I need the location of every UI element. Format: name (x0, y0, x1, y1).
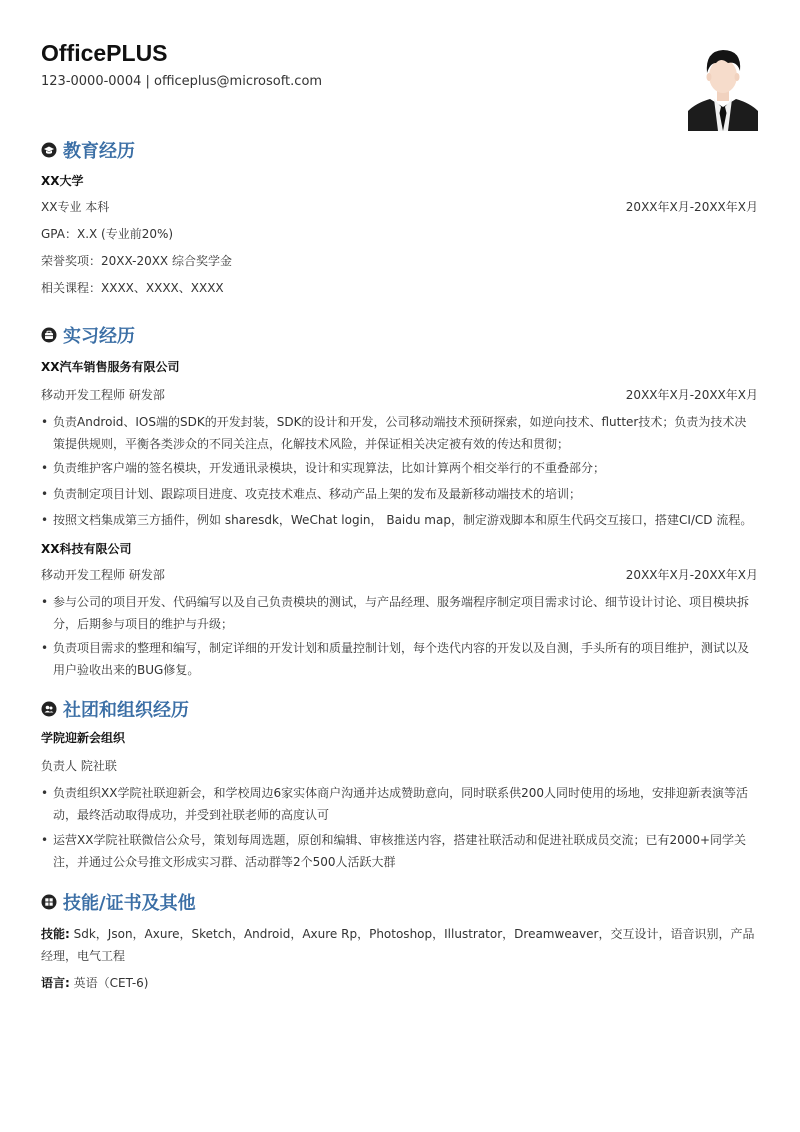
list-item (41, 457, 758, 479)
bullet-text: 负责Android、IOS端的SDK的开发封装，SDK的设计和开发，公司移动端技术预研探索，如逆向技术、flutter技术；负责为技术决策提供规则，平衡各类涉众的不同关注点，化解技术风险，并保证相关决定被有效的传达和贯彻； (53, 415, 747, 451)
resume-name: OfficePLUS (41, 40, 168, 66)
language-label: 语言: (41, 976, 70, 990)
list-item (41, 591, 758, 635)
list-item (41, 509, 758, 531)
list-item (41, 829, 758, 873)
club-role: 负责人 院社联 (41, 759, 117, 773)
bullet-text: 负责组织XX学院社联迎新会，和学校周边6家实体商户沟通并达成赞助意向，同时联系供200人同时使用的场地，安排迎新表演等活动，最终活动取得成功，并受到社联老师的高度认可 (53, 786, 748, 822)
education-period: 20XX年X月-20XX年X月 (625, 200, 758, 214)
language-content (41, 972, 758, 994)
list-item (41, 637, 758, 681)
bullet-text: 运营XX学院社联微信公众号，策划每周选题，原创和编辑、审核推送内容，搭建社联活动和促进社联成员交流；已有2000+同学关注，并通过公众号推文形成实习群、活动群等2个500人活跃大群 (53, 833, 747, 869)
avatar (688, 41, 758, 131)
honors: 荣誉奖项：20XX-20XX 综合奖学金 (41, 254, 232, 268)
company-name: XX汽车销售服务有限公司 (41, 360, 180, 374)
bullet-dot: • (41, 595, 49, 609)
bullet-text: 负责维护客户端的签名模块，开发通讯录模块，设计和实现算法，比如计算两个相交举行的不重叠部分； (53, 461, 606, 475)
major-degree: XX专业 本科 (41, 200, 110, 214)
skills-label: 技能: (41, 927, 70, 941)
skills-content (41, 923, 758, 967)
language-row (41, 972, 758, 994)
job-period: 20XX年X月-20XX年X月 (625, 568, 758, 582)
list-item (41, 411, 758, 455)
skills-row (41, 923, 758, 967)
section-title: 实习经历 (63, 326, 135, 347)
section-title: 教育经历 (63, 141, 135, 162)
section-internship-header (41, 322, 135, 348)
gpa: GPA：X.X (专业前20%) (41, 227, 174, 241)
bullet-text: 负责项目需求的整理和编写，制定详细的开发计划和质量控制计划，每个迭代内容的开发以及自测，手头所有的项目维护，测试以及用户验收出来的BUG修复。 (53, 641, 750, 677)
bullet-text: 参与公司的项目开发、代码编写以及自己负责模块的测试，与产品经理、服务端程序制定项目需求讨论、细节设计讨论、项目模块拆分，后期参与项目的维护与升级； (53, 595, 750, 631)
job-row (41, 566, 758, 583)
bullet-dot: • (41, 833, 49, 847)
courses: 相关课程：XXXX、XXXX、XXXX (41, 281, 224, 295)
job-role: 移动开发工程师 研发部 (41, 568, 165, 582)
list-item (41, 483, 758, 505)
group-icon (41, 701, 57, 717)
contact-info: 123-0000-0004 | officeplus@microsoft.com (41, 74, 323, 89)
bullet-dot: • (41, 786, 49, 800)
bullet-dot: • (41, 641, 49, 655)
bullet-dot: • (41, 415, 49, 429)
bullet-text: 负责制定项目计划、跟踪项目进度、攻克技术难点、移动产品上架的发布及最新移动端技术的培训； (53, 487, 582, 501)
job-role: 移动开发工程师 研发部 (41, 388, 165, 402)
briefcase-icon (41, 327, 57, 343)
section-title: 社团和组织经历 (63, 700, 189, 721)
section-skills-header (41, 889, 196, 915)
bullet-dot: • (41, 461, 49, 475)
job-period: 20XX年X月-20XX年X月 (625, 388, 758, 402)
section-title: 技能/证书及其他 (63, 893, 196, 914)
graduation-cap-icon (41, 142, 57, 158)
section-education-header (41, 137, 135, 163)
skills-value: Sdk，Json，Axure，Sketch，Android，Axure Rp，Photoshop，Illustrator，Dreamweaver，交互设计，语音识别，产品经理，电气工程 (41, 927, 755, 963)
grid-icon (41, 894, 57, 910)
bullet-dot: • (41, 513, 49, 527)
company-name: XX科技有限公司 (41, 542, 132, 556)
language-value: 英语（CET-6) (69, 976, 149, 990)
org-name: 学院迎新会组织 (41, 731, 126, 745)
education-row (41, 198, 758, 215)
section-club-header (41, 696, 189, 722)
list-item (41, 782, 758, 826)
bullet-text: 按照文档集成第三方插件，例如 sharesdk，WeChat login， Baidu map，制定游戏脚本和原生代码交互接口，搭建CI/CD 流程。 (53, 513, 753, 527)
job-row (41, 386, 758, 403)
bullet-dot: • (41, 487, 49, 501)
school-name: XX大学 (41, 174, 84, 188)
